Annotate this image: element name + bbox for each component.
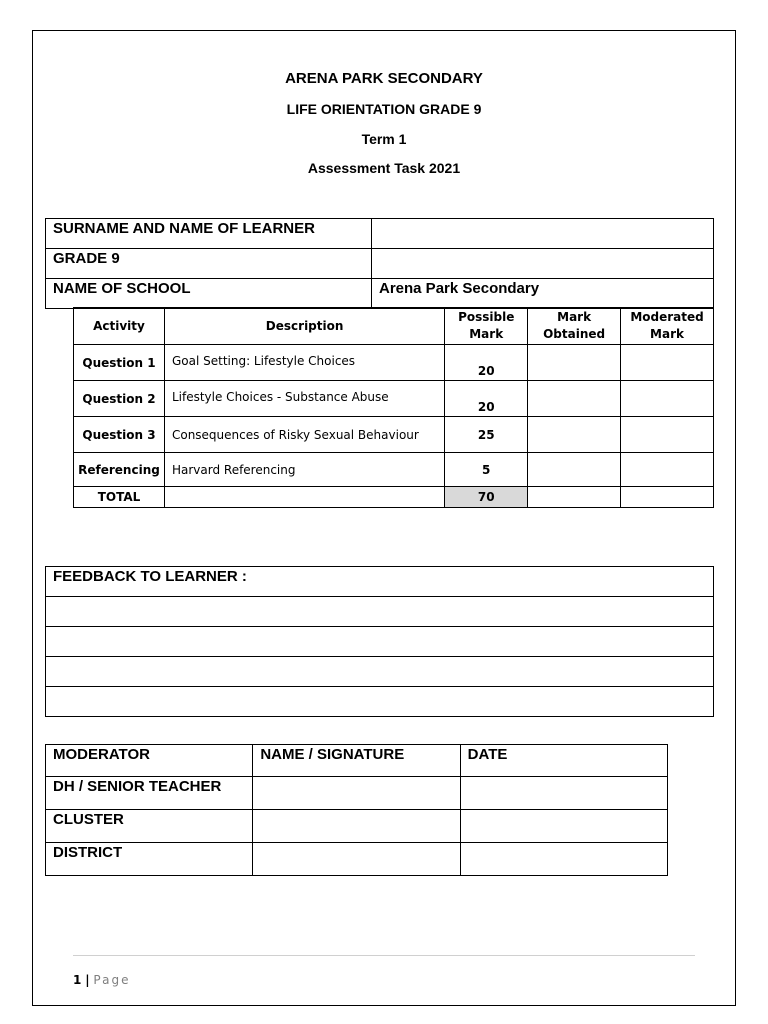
table-row	[46, 657, 714, 687]
date-header: DATE	[460, 745, 667, 777]
page-number: 1	[73, 973, 82, 987]
date-cell[interactable]	[460, 777, 667, 810]
mark-obtained-header: Mark Obtained	[528, 308, 621, 345]
possible-mark-cell: 5	[445, 453, 528, 487]
activity-header: Activity	[74, 308, 165, 345]
total-description-cell	[164, 487, 444, 508]
date-cell[interactable]	[460, 810, 667, 843]
mark-obtained-cell[interactable]	[528, 453, 621, 487]
feedback-table	[45, 566, 714, 717]
table-row	[46, 279, 714, 309]
total-label: TOTAL	[74, 487, 165, 508]
table-row	[74, 381, 714, 417]
total-row	[74, 487, 714, 508]
table-row	[46, 567, 714, 597]
feedback-line[interactable]	[46, 687, 714, 717]
description-cell: Lifestyle Choices - Substance Abuse	[164, 381, 444, 417]
marks-header-row	[74, 308, 714, 345]
moderated-mark-cell[interactable]	[621, 417, 714, 453]
table-row	[46, 843, 668, 876]
activity-cell: Referencing	[74, 453, 165, 487]
grade-field[interactable]	[372, 249, 714, 279]
table-row	[46, 627, 714, 657]
possible-mark-header: Possible Mark	[445, 308, 528, 345]
table-row	[46, 810, 668, 843]
activity-cell: Question 2	[74, 381, 165, 417]
moderated-mark-cell[interactable]	[621, 345, 714, 381]
feedback-line[interactable]	[46, 597, 714, 627]
total-possible-mark: 70	[445, 487, 528, 508]
feedback-line[interactable]	[46, 627, 714, 657]
footer-divider	[73, 955, 695, 956]
table-row	[46, 687, 714, 717]
signature-cell[interactable]	[253, 843, 460, 876]
mark-obtained-cell[interactable]	[528, 345, 621, 381]
moderated-mark-header: Moderated Mark	[621, 308, 714, 345]
moderated-mark-cell[interactable]	[621, 453, 714, 487]
grade-label: GRADE 9	[46, 249, 372, 279]
description-cell: Consequences of Risky Sexual Behaviour	[164, 417, 444, 453]
possible-mark-cell: 20	[445, 345, 528, 381]
total-moderated-mark-cell[interactable]	[621, 487, 714, 508]
moderation-table	[45, 744, 668, 876]
signature-cell[interactable]	[253, 777, 460, 810]
cluster-label: CLUSTER	[46, 810, 253, 843]
table-row	[74, 453, 714, 487]
subject-title: LIFE ORIENTATION GRADE 9	[286, 101, 482, 117]
possible-mark-cell: 20	[445, 381, 528, 417]
learner-name-label: SURNAME AND NAME OF LEARNER	[46, 219, 372, 249]
table-row	[46, 249, 714, 279]
learner-name-field[interactable]	[372, 219, 714, 249]
description-cell: Goal Setting: Lifestyle Choices	[164, 345, 444, 381]
table-row	[46, 777, 668, 810]
moderator-header: MODERATOR	[46, 745, 253, 777]
date-cell[interactable]	[460, 843, 667, 876]
page-word: Page	[93, 973, 131, 987]
possible-mark-cell: 25	[445, 417, 528, 453]
table-row	[74, 345, 714, 381]
table-row	[74, 417, 714, 453]
activity-cell: Question 1	[74, 345, 165, 381]
name-signature-header: NAME / SIGNATURE	[253, 745, 460, 777]
term-title: Term 1	[361, 131, 407, 147]
school-name-value: Arena Park Secondary	[372, 279, 714, 309]
table-row	[46, 597, 714, 627]
learner-info-table	[45, 218, 714, 309]
page-footer	[73, 973, 130, 987]
moderated-mark-cell[interactable]	[621, 381, 714, 417]
description-cell: Harvard Referencing	[164, 453, 444, 487]
table-row	[46, 219, 714, 249]
activity-cell: Question 3	[74, 417, 165, 453]
signature-cell[interactable]	[253, 810, 460, 843]
dh-senior-teacher-label: DH / SENIOR TEACHER	[46, 777, 253, 810]
description-header: Description	[164, 308, 444, 345]
footer-separator: |	[85, 973, 90, 987]
mark-obtained-cell[interactable]	[528, 381, 621, 417]
feedback-line[interactable]	[46, 657, 714, 687]
feedback-label: FEEDBACK TO LEARNER :	[46, 567, 714, 597]
task-title: Assessment Task 2021	[307, 160, 461, 176]
moderation-header-row	[46, 745, 668, 777]
school-name-label: NAME OF SCHOOL	[46, 279, 372, 309]
school-title: ARENA PARK SECONDARY	[285, 70, 483, 87]
district-label: DISTRICT	[46, 843, 253, 876]
total-mark-obtained-cell[interactable]	[528, 487, 621, 508]
mark-obtained-cell[interactable]	[528, 417, 621, 453]
marks-table	[73, 307, 714, 508]
